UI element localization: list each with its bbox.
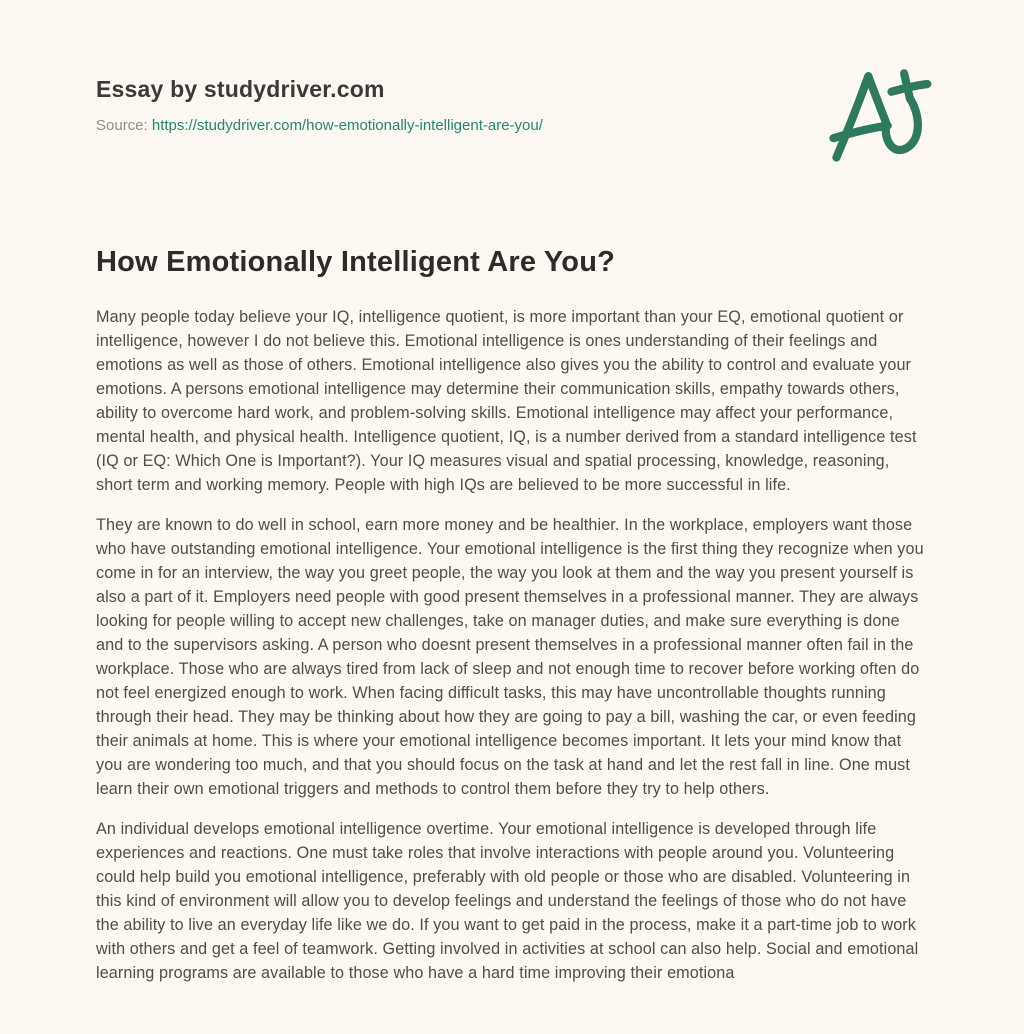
source-label: Source: [96,117,148,134]
logo-a-right-leg [868,76,885,121]
essay-paragraph-1: Many people today believe your IQ, intelligence quotient, is more important than your EQ, emotional quotient or intelligence, however I do not believe this. Emotional intelligence is ones understanding of their feelings and emotions as well as those of others. Emotional intelligence also gives you the ability to control and evaluate your emotions. A persons emotional intelligence may determine their communication skills, empathy towards others, ability to overcome hard work, and problem-solving skills. Emotional intelligence may affect your performance, mental health, and physical health. Intelligence quotient, IQ, is a number derived from a standard intelligence test (IQ or EQ: Which One is Important?). Your IQ measures visual and spatial processing, knowledge, reasoning, short term and working memory. People with high IQs are believed to be more successful in life. [96,308,917,494]
essay-body [96,305,930,985]
source-line [96,117,930,134]
logo-a-left-leg [836,76,868,157]
logo-a-crossbar [834,126,888,139]
essay-title: How Emotionally Intelligent Are You? [96,246,616,278]
essay-paragraph-2: They are known to do well in school, earn more money and be healthier. In the workplace, employers want those who have outstanding emotional intelligence. Your emotional intelligence is the first thing they recognize when you come in for an interview, the way you greet people, the way you look at them and the way you present yourself is also a part of it. Employers need people with good present themselves in a professional manner. They are always looking for people willing to accept new challenges, take on manager duties, and make sure everything is done and to the supervisors asking. A person who doesnt present themselves in a professional manner often fail in the workplace. Those who are always tired from lack of sleep and not enough time to recover before working often do not feel energized enough to work. When facing difficult tasks, this may have uncontrollable thoughts running through their head. They may be thinking about how they are going to pay a bill, washing the car, or even feeding their animals at home. This is where your emotional intelligence becomes important. It lets your mind know that you are wondering too much, and that you should focus on the task at hand and let the rest fall in line. One must learn their own emotional triggers and methods to control them before they try to help others. [96,516,924,798]
logo-plus-horizontal [892,84,928,92]
studydriver-a-plus-logo [820,62,936,164]
essay-paragraph-3: An individual develops emotional intelligence overtime. Your emotional intelligence is developed through life experiences and reactions. One must take roles that involve interactions with people around you. Volunteering could help build you emotional intelligence, preferably with old people or those who are disabled. Volunteering in this kind of environment will allow you to develop feelings and understand the feelings of those who do not have the ability to live an everyday life like we do. If you want to get paid in the process, make it a part-time job to work with others and get a feel of teamwork. Getting involved in activities at school can also help. Social and emotional learning programs are available to those who have a hard time improving their emotiona [96,820,919,982]
byline-heading: Essay by studydriver.com [96,76,385,102]
source-url-link[interactable]: https://studydriver.com/how-emotionally-intelligent-are-you/ [151,117,543,134]
